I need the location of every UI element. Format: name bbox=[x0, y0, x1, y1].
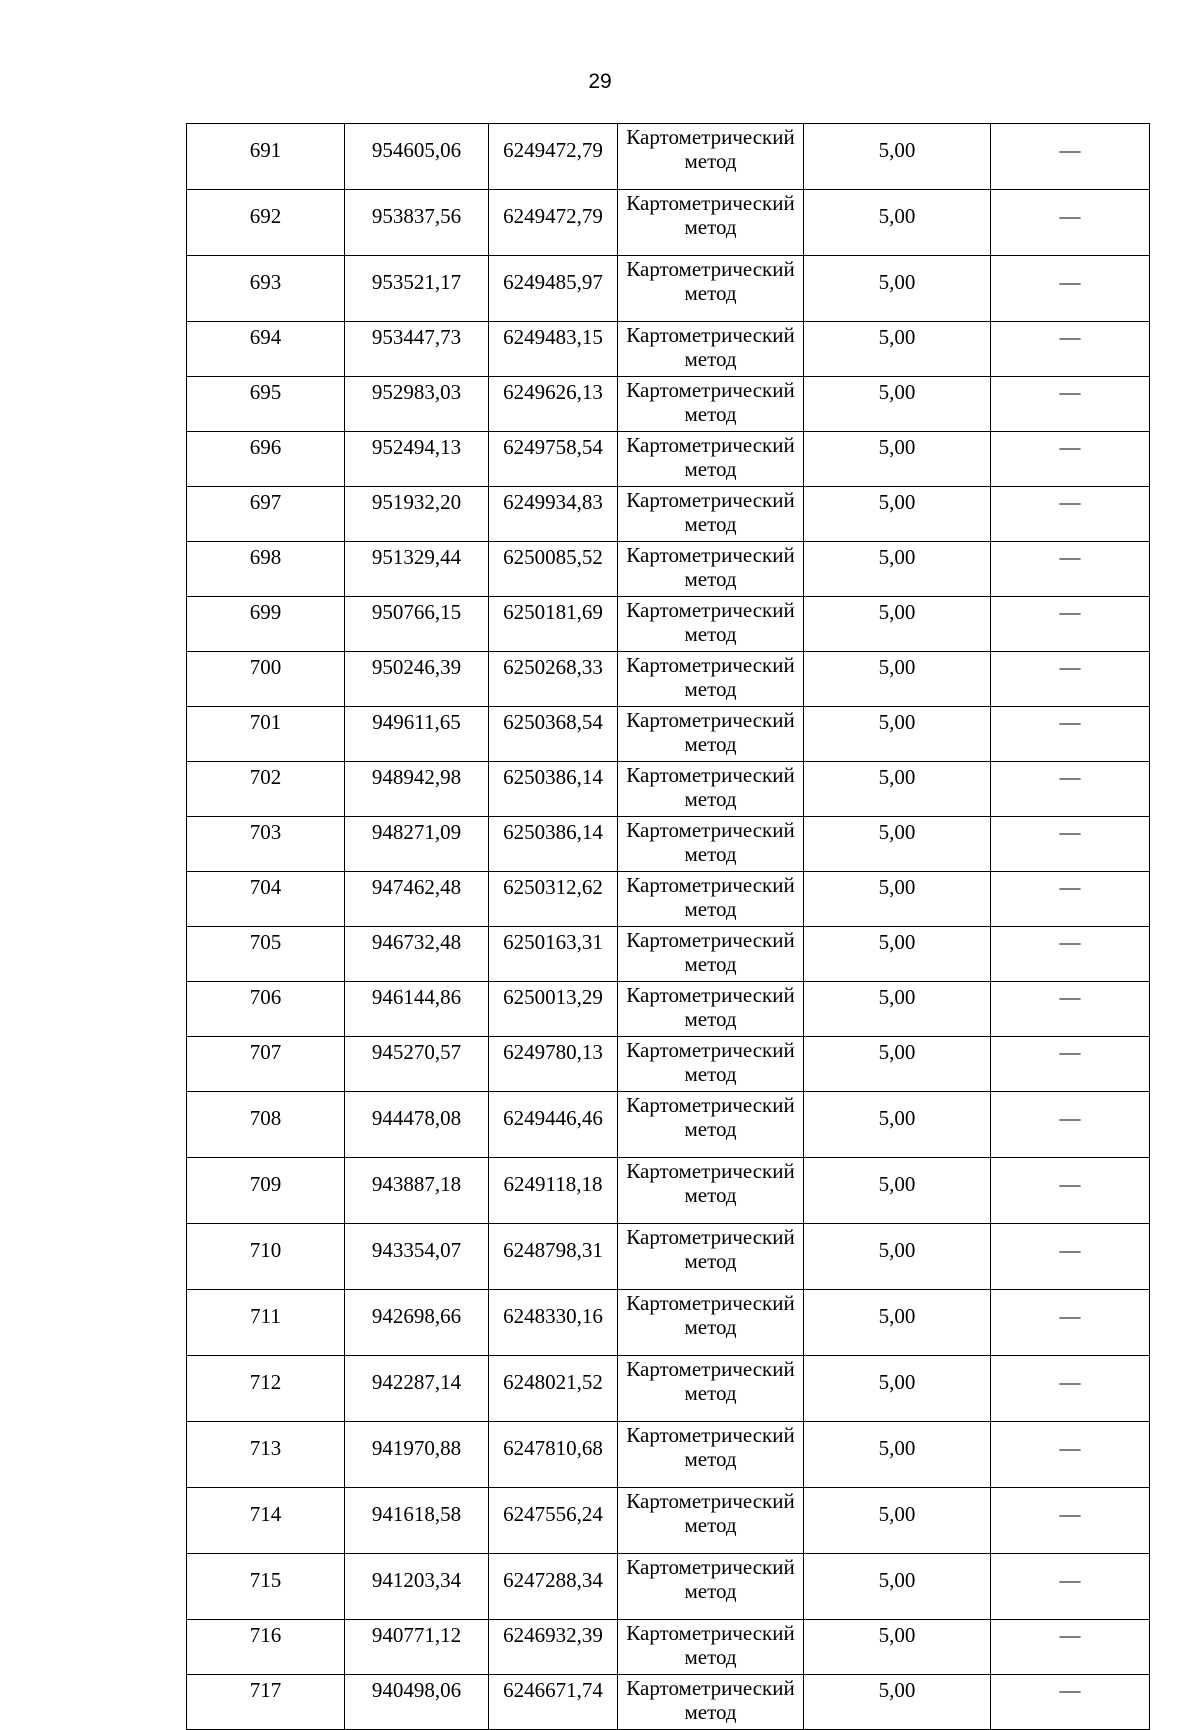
accuracy-cell: 5,00 bbox=[804, 1675, 991, 1730]
point-number-cell: 717 bbox=[187, 1675, 345, 1730]
accuracy-cell: 5,00 bbox=[804, 1092, 991, 1158]
accuracy-cell: 5,00 bbox=[804, 1620, 991, 1675]
y-coordinate-cell: 6250163,31 bbox=[489, 927, 618, 982]
method-cell: Картометрический метод bbox=[618, 707, 804, 762]
accuracy-cell: 5,00 bbox=[804, 1158, 991, 1224]
point-number-cell: 701 bbox=[187, 707, 345, 762]
y-coordinate-cell: 6250368,54 bbox=[489, 707, 618, 762]
method-cell: Картометрический метод bbox=[618, 1037, 804, 1092]
method-cell: Картометрический метод bbox=[618, 1092, 804, 1158]
table-row bbox=[187, 432, 1150, 487]
y-coordinate-cell: 6250268,33 bbox=[489, 652, 618, 707]
x-coordinate-cell: 951329,44 bbox=[345, 542, 489, 597]
accuracy-cell: 5,00 bbox=[804, 1422, 991, 1488]
method-cell: Картометрический метод bbox=[618, 432, 804, 487]
note-cell: — bbox=[991, 872, 1150, 927]
x-coordinate-cell: 941618,58 bbox=[345, 1488, 489, 1554]
accuracy-cell: 5,00 bbox=[804, 762, 991, 817]
note-cell: — bbox=[991, 256, 1150, 322]
method-cell: Картометрический метод bbox=[618, 1290, 804, 1356]
accuracy-cell: 5,00 bbox=[804, 652, 991, 707]
table-row bbox=[187, 377, 1150, 432]
x-coordinate-cell: 941203,34 bbox=[345, 1554, 489, 1620]
point-number-cell: 707 bbox=[187, 1037, 345, 1092]
x-coordinate-cell: 949611,65 bbox=[345, 707, 489, 762]
method-cell: Картометрический метод bbox=[618, 982, 804, 1037]
table-row bbox=[187, 1488, 1150, 1554]
note-cell: — bbox=[991, 432, 1150, 487]
table-row bbox=[187, 927, 1150, 982]
y-coordinate-cell: 6250312,62 bbox=[489, 872, 618, 927]
y-coordinate-cell: 6249483,15 bbox=[489, 322, 618, 377]
table-row bbox=[187, 872, 1150, 927]
coordinates-table bbox=[186, 123, 1150, 1730]
table-row bbox=[187, 322, 1150, 377]
y-coordinate-cell: 6246671,74 bbox=[489, 1675, 618, 1730]
note-cell: — bbox=[991, 322, 1150, 377]
note-cell: — bbox=[991, 1290, 1150, 1356]
point-number-cell: 695 bbox=[187, 377, 345, 432]
table-row bbox=[187, 256, 1150, 322]
point-number-cell: 697 bbox=[187, 487, 345, 542]
accuracy-cell: 5,00 bbox=[804, 487, 991, 542]
table-row bbox=[187, 597, 1150, 652]
x-coordinate-cell: 951932,20 bbox=[345, 487, 489, 542]
point-number-cell: 700 bbox=[187, 652, 345, 707]
note-cell: — bbox=[991, 1422, 1150, 1488]
method-cell: Картометрический метод bbox=[618, 1554, 804, 1620]
accuracy-cell: 5,00 bbox=[804, 542, 991, 597]
table-row bbox=[187, 1092, 1150, 1158]
y-coordinate-cell: 6249446,46 bbox=[489, 1092, 618, 1158]
point-number-cell: 709 bbox=[187, 1158, 345, 1224]
y-coordinate-cell: 6249934,83 bbox=[489, 487, 618, 542]
table-row bbox=[187, 1037, 1150, 1092]
accuracy-cell: 5,00 bbox=[804, 1290, 991, 1356]
table-row bbox=[187, 1675, 1150, 1730]
method-cell: Картометрический метод bbox=[618, 256, 804, 322]
y-coordinate-cell: 6250085,52 bbox=[489, 542, 618, 597]
x-coordinate-cell: 943887,18 bbox=[345, 1158, 489, 1224]
y-coordinate-cell: 6249118,18 bbox=[489, 1158, 618, 1224]
accuracy-cell: 5,00 bbox=[804, 1488, 991, 1554]
note-cell: — bbox=[991, 1224, 1150, 1290]
accuracy-cell: 5,00 bbox=[804, 1224, 991, 1290]
point-number-cell: 698 bbox=[187, 542, 345, 597]
note-cell: — bbox=[991, 1675, 1150, 1730]
method-cell: Картометрический метод bbox=[618, 597, 804, 652]
point-number-cell: 714 bbox=[187, 1488, 345, 1554]
table-row bbox=[187, 1290, 1150, 1356]
x-coordinate-cell: 953521,17 bbox=[345, 256, 489, 322]
accuracy-cell: 5,00 bbox=[804, 1356, 991, 1422]
note-cell: — bbox=[991, 1092, 1150, 1158]
accuracy-cell: 5,00 bbox=[804, 982, 991, 1037]
x-coordinate-cell: 945270,57 bbox=[345, 1037, 489, 1092]
point-number-cell: 715 bbox=[187, 1554, 345, 1620]
x-coordinate-cell: 950766,15 bbox=[345, 597, 489, 652]
y-coordinate-cell: 6250013,29 bbox=[489, 982, 618, 1037]
x-coordinate-cell: 942287,14 bbox=[345, 1356, 489, 1422]
x-coordinate-cell: 946144,86 bbox=[345, 982, 489, 1037]
table-row bbox=[187, 817, 1150, 872]
method-cell: Картометрический метод bbox=[618, 124, 804, 190]
y-coordinate-cell: 6249472,79 bbox=[489, 190, 618, 256]
table-row bbox=[187, 1422, 1150, 1488]
x-coordinate-cell: 950246,39 bbox=[345, 652, 489, 707]
accuracy-cell: 5,00 bbox=[804, 927, 991, 982]
x-coordinate-cell: 944478,08 bbox=[345, 1092, 489, 1158]
point-number-cell: 691 bbox=[187, 124, 345, 190]
note-cell: — bbox=[991, 1488, 1150, 1554]
table-row bbox=[187, 707, 1150, 762]
table-row bbox=[187, 487, 1150, 542]
accuracy-cell: 5,00 bbox=[804, 817, 991, 872]
note-cell: — bbox=[991, 652, 1150, 707]
x-coordinate-cell: 952983,03 bbox=[345, 377, 489, 432]
point-number-cell: 713 bbox=[187, 1422, 345, 1488]
note-cell: — bbox=[991, 1356, 1150, 1422]
accuracy-cell: 5,00 bbox=[804, 256, 991, 322]
method-cell: Картометрический метод bbox=[618, 927, 804, 982]
y-coordinate-cell: 6248330,16 bbox=[489, 1290, 618, 1356]
accuracy-cell: 5,00 bbox=[804, 190, 991, 256]
y-coordinate-cell: 6250386,14 bbox=[489, 762, 618, 817]
note-cell: — bbox=[991, 1554, 1150, 1620]
point-number-cell: 704 bbox=[187, 872, 345, 927]
point-number-cell: 705 bbox=[187, 927, 345, 982]
x-coordinate-cell: 953447,73 bbox=[345, 322, 489, 377]
table-row bbox=[187, 652, 1150, 707]
method-cell: Картометрический метод bbox=[618, 1158, 804, 1224]
note-cell: — bbox=[991, 817, 1150, 872]
table-row bbox=[187, 1356, 1150, 1422]
y-coordinate-cell: 6249758,54 bbox=[489, 432, 618, 487]
accuracy-cell: 5,00 bbox=[804, 597, 991, 652]
accuracy-cell: 5,00 bbox=[804, 872, 991, 927]
point-number-cell: 706 bbox=[187, 982, 345, 1037]
method-cell: Картометрический метод bbox=[618, 1356, 804, 1422]
point-number-cell: 703 bbox=[187, 817, 345, 872]
x-coordinate-cell: 946732,48 bbox=[345, 927, 489, 982]
method-cell: Картометрический метод bbox=[618, 1488, 804, 1554]
y-coordinate-cell: 6249626,13 bbox=[489, 377, 618, 432]
point-number-cell: 710 bbox=[187, 1224, 345, 1290]
method-cell: Картометрический метод bbox=[618, 487, 804, 542]
y-coordinate-cell: 6248798,31 bbox=[489, 1224, 618, 1290]
method-cell: Картометрический метод bbox=[618, 1620, 804, 1675]
accuracy-cell: 5,00 bbox=[804, 707, 991, 762]
x-coordinate-cell: 943354,07 bbox=[345, 1224, 489, 1290]
accuracy-cell: 5,00 bbox=[804, 377, 991, 432]
table-row bbox=[187, 542, 1150, 597]
x-coordinate-cell: 948942,98 bbox=[345, 762, 489, 817]
note-cell: — bbox=[991, 597, 1150, 652]
point-number-cell: 711 bbox=[187, 1290, 345, 1356]
x-coordinate-cell: 954605,06 bbox=[345, 124, 489, 190]
accuracy-cell: 5,00 bbox=[804, 1554, 991, 1620]
method-cell: Картометрический метод bbox=[618, 872, 804, 927]
note-cell: — bbox=[991, 124, 1150, 190]
x-coordinate-cell: 952494,13 bbox=[345, 432, 489, 487]
table-row bbox=[187, 762, 1150, 817]
method-cell: Картометрический метод bbox=[618, 652, 804, 707]
note-cell: — bbox=[991, 982, 1150, 1037]
table-row bbox=[187, 190, 1150, 256]
y-coordinate-cell: 6250181,69 bbox=[489, 597, 618, 652]
method-cell: Картометрический метод bbox=[618, 817, 804, 872]
x-coordinate-cell: 947462,48 bbox=[345, 872, 489, 927]
method-cell: Картометрический метод bbox=[618, 1422, 804, 1488]
y-coordinate-cell: 6249472,79 bbox=[489, 124, 618, 190]
point-number-cell: 692 bbox=[187, 190, 345, 256]
note-cell: — bbox=[991, 762, 1150, 817]
table-row bbox=[187, 1158, 1150, 1224]
method-cell: Картометрический метод bbox=[618, 762, 804, 817]
y-coordinate-cell: 6247556,24 bbox=[489, 1488, 618, 1554]
note-cell: — bbox=[991, 190, 1150, 256]
y-coordinate-cell: 6249780,13 bbox=[489, 1037, 618, 1092]
point-number-cell: 716 bbox=[187, 1620, 345, 1675]
table-row bbox=[187, 1224, 1150, 1290]
coordinates-table-body bbox=[187, 124, 1150, 1730]
note-cell: — bbox=[991, 707, 1150, 762]
method-cell: Картометрический метод bbox=[618, 377, 804, 432]
x-coordinate-cell: 948271,09 bbox=[345, 817, 489, 872]
point-number-cell: 694 bbox=[187, 322, 345, 377]
method-cell: Картометрический метод bbox=[618, 1675, 804, 1730]
note-cell: — bbox=[991, 1037, 1150, 1092]
y-coordinate-cell: 6246932,39 bbox=[489, 1620, 618, 1675]
x-coordinate-cell: 953837,56 bbox=[345, 190, 489, 256]
x-coordinate-cell: 940498,06 bbox=[345, 1675, 489, 1730]
y-coordinate-cell: 6249485,97 bbox=[489, 256, 618, 322]
accuracy-cell: 5,00 bbox=[804, 432, 991, 487]
method-cell: Картометрический метод bbox=[618, 190, 804, 256]
table-row bbox=[187, 124, 1150, 190]
point-number-cell: 702 bbox=[187, 762, 345, 817]
accuracy-cell: 5,00 bbox=[804, 322, 991, 377]
point-number-cell: 696 bbox=[187, 432, 345, 487]
point-number-cell: 708 bbox=[187, 1092, 345, 1158]
method-cell: Картометрический метод bbox=[618, 542, 804, 597]
y-coordinate-cell: 6247288,34 bbox=[489, 1554, 618, 1620]
accuracy-cell: 5,00 bbox=[804, 1037, 991, 1092]
x-coordinate-cell: 940771,12 bbox=[345, 1620, 489, 1675]
method-cell: Картометрический метод bbox=[618, 1224, 804, 1290]
x-coordinate-cell: 941970,88 bbox=[345, 1422, 489, 1488]
page-number: 29 bbox=[588, 70, 612, 93]
x-coordinate-cell: 942698,66 bbox=[345, 1290, 489, 1356]
y-coordinate-cell: 6250386,14 bbox=[489, 817, 618, 872]
note-cell: — bbox=[991, 487, 1150, 542]
y-coordinate-cell: 6248021,52 bbox=[489, 1356, 618, 1422]
method-cell: Картометрический метод bbox=[618, 322, 804, 377]
note-cell: — bbox=[991, 927, 1150, 982]
note-cell: — bbox=[991, 377, 1150, 432]
point-number-cell: 712 bbox=[187, 1356, 345, 1422]
point-number-cell: 699 bbox=[187, 597, 345, 652]
accuracy-cell: 5,00 bbox=[804, 124, 991, 190]
point-number-cell: 693 bbox=[187, 256, 345, 322]
y-coordinate-cell: 6247810,68 bbox=[489, 1422, 618, 1488]
note-cell: — bbox=[991, 1158, 1150, 1224]
table-row bbox=[187, 1620, 1150, 1675]
table-row bbox=[187, 982, 1150, 1037]
table-row bbox=[187, 1554, 1150, 1620]
note-cell: — bbox=[991, 542, 1150, 597]
note-cell: — bbox=[991, 1620, 1150, 1675]
